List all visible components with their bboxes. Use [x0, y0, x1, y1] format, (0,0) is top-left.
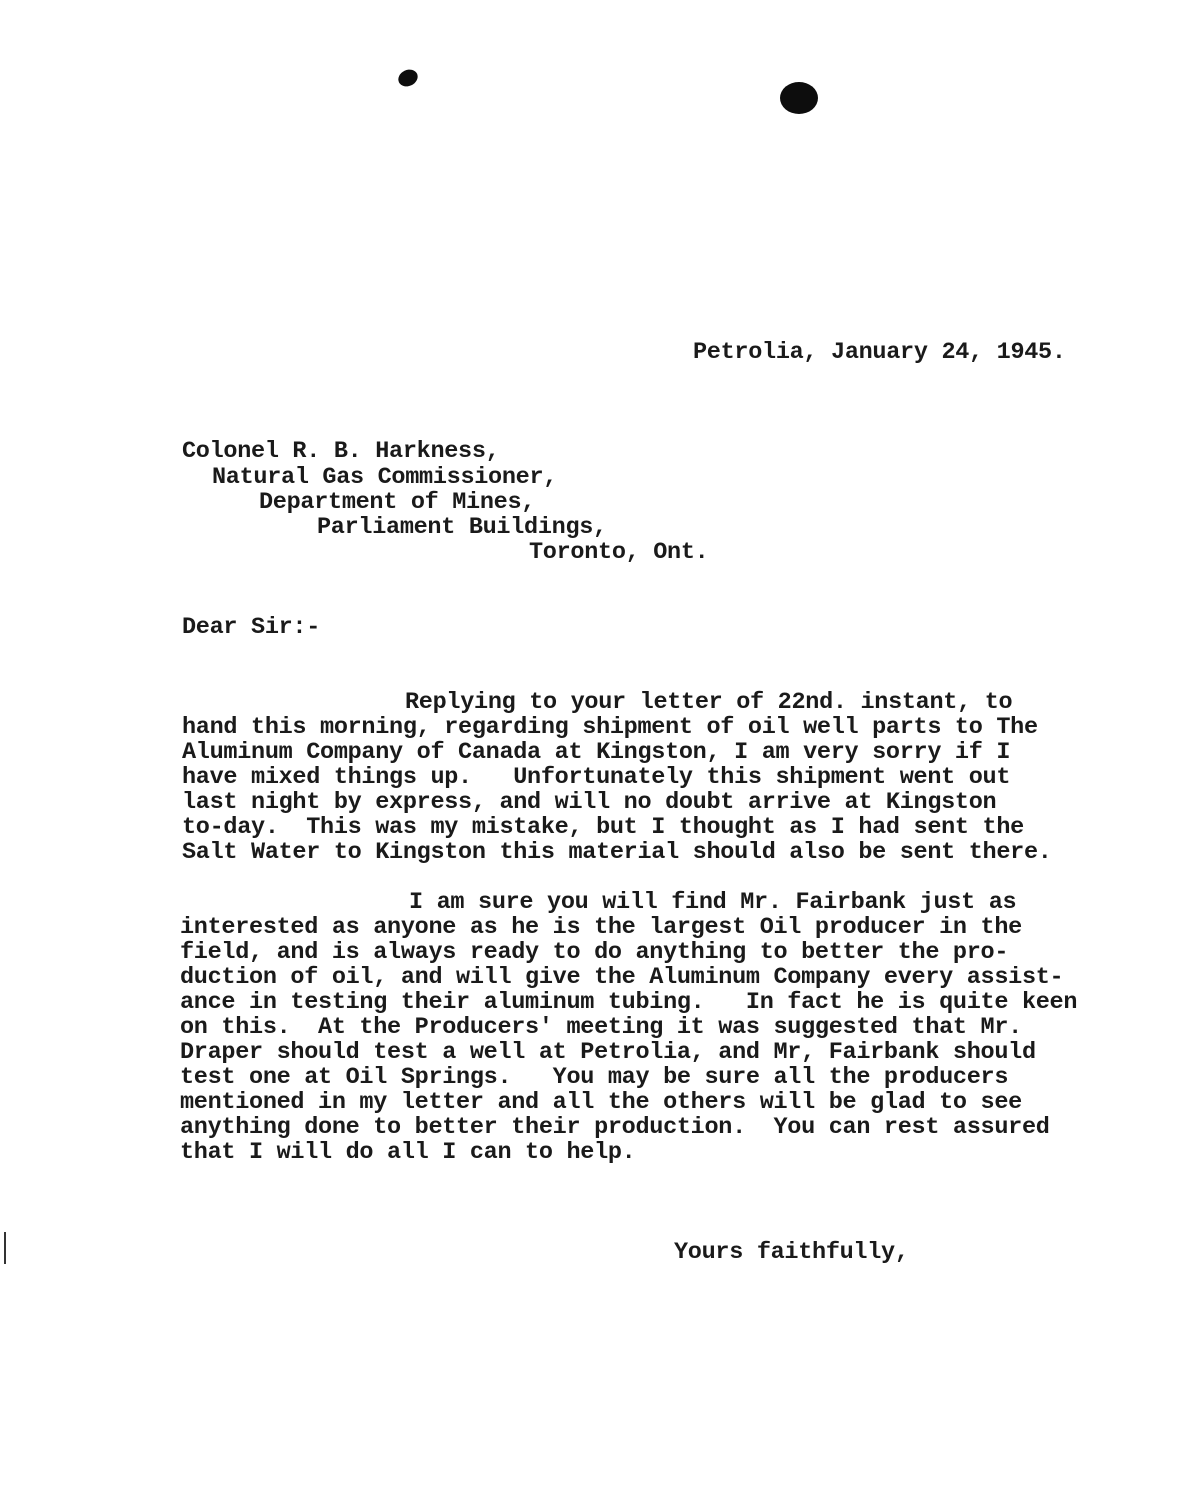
edge-mark — [4, 1232, 6, 1264]
paragraph2-line: I am sure you will find Mr. Fairbank just as — [409, 889, 1017, 916]
address-line-2: Natural Gas Commissioner, — [212, 464, 558, 491]
address-line-1: Colonel R. B. Harkness, — [182, 438, 500, 465]
paragraph2-line: that I will do all I can to help. — [180, 1139, 636, 1166]
paragraph1-line: last night by express, and will no doubt arrive at Kingston — [182, 789, 997, 816]
paragraph2-line: field, and is always ready to do anything to better the pro- — [180, 939, 1009, 966]
paragraph1-line: Salt Water to Kingston this material should also be sent there. — [182, 839, 1052, 866]
paragraph2-line: interested as anyone as he is the largest Oil producer in the — [180, 914, 1022, 941]
paragraph2-line: on this. At the Producers' meeting it was suggested that Mr. — [180, 1014, 1022, 1041]
salutation: Dear Sir:- — [182, 614, 321, 641]
paragraph2-line: mentioned in my letter and all the others will be glad to see — [180, 1089, 1022, 1116]
paragraph2-line: anything done to better their production. You can rest assured — [180, 1114, 1050, 1141]
paragraph1-line: Aluminum Company of Canada at Kingston, I am very sorry if I — [182, 739, 1011, 766]
address-line-3: Department of Mines, — [259, 489, 536, 516]
address-line-4: Parliament Buildings, — [317, 514, 607, 541]
address-line-5: Toronto, Ont. — [529, 539, 709, 566]
closing: Yours faithfully, — [674, 1239, 909, 1266]
paragraph2-line: Draper should test a well at Petrolia, and Mr, Fairbank should — [180, 1039, 1036, 1066]
ink-blot-right — [780, 82, 818, 114]
paragraph1-line: to-day. This was my mistake, but I thought as I had sent the — [182, 814, 1024, 841]
ink-blot-left — [396, 67, 421, 90]
paragraph1-line: Replying to your letter of 22nd. instant, to — [405, 689, 1013, 716]
paragraph2-line: test one at Oil Springs. You may be sure all the producers — [180, 1064, 1009, 1091]
paragraph1-line: have mixed things up. Unfortunately this shipment went out — [182, 764, 1011, 791]
paragraph2-line: duction of oil, and will give the Aluminum Company every assist- — [180, 964, 1064, 991]
paragraph1-line: hand this morning, regarding shipment of oil well parts to The — [182, 714, 1038, 741]
paragraph2-line: ance in testing their aluminum tubing. In fact he is quite keen — [180, 989, 1078, 1016]
date-line: Petrolia, January 24, 1945. — [693, 339, 1066, 366]
